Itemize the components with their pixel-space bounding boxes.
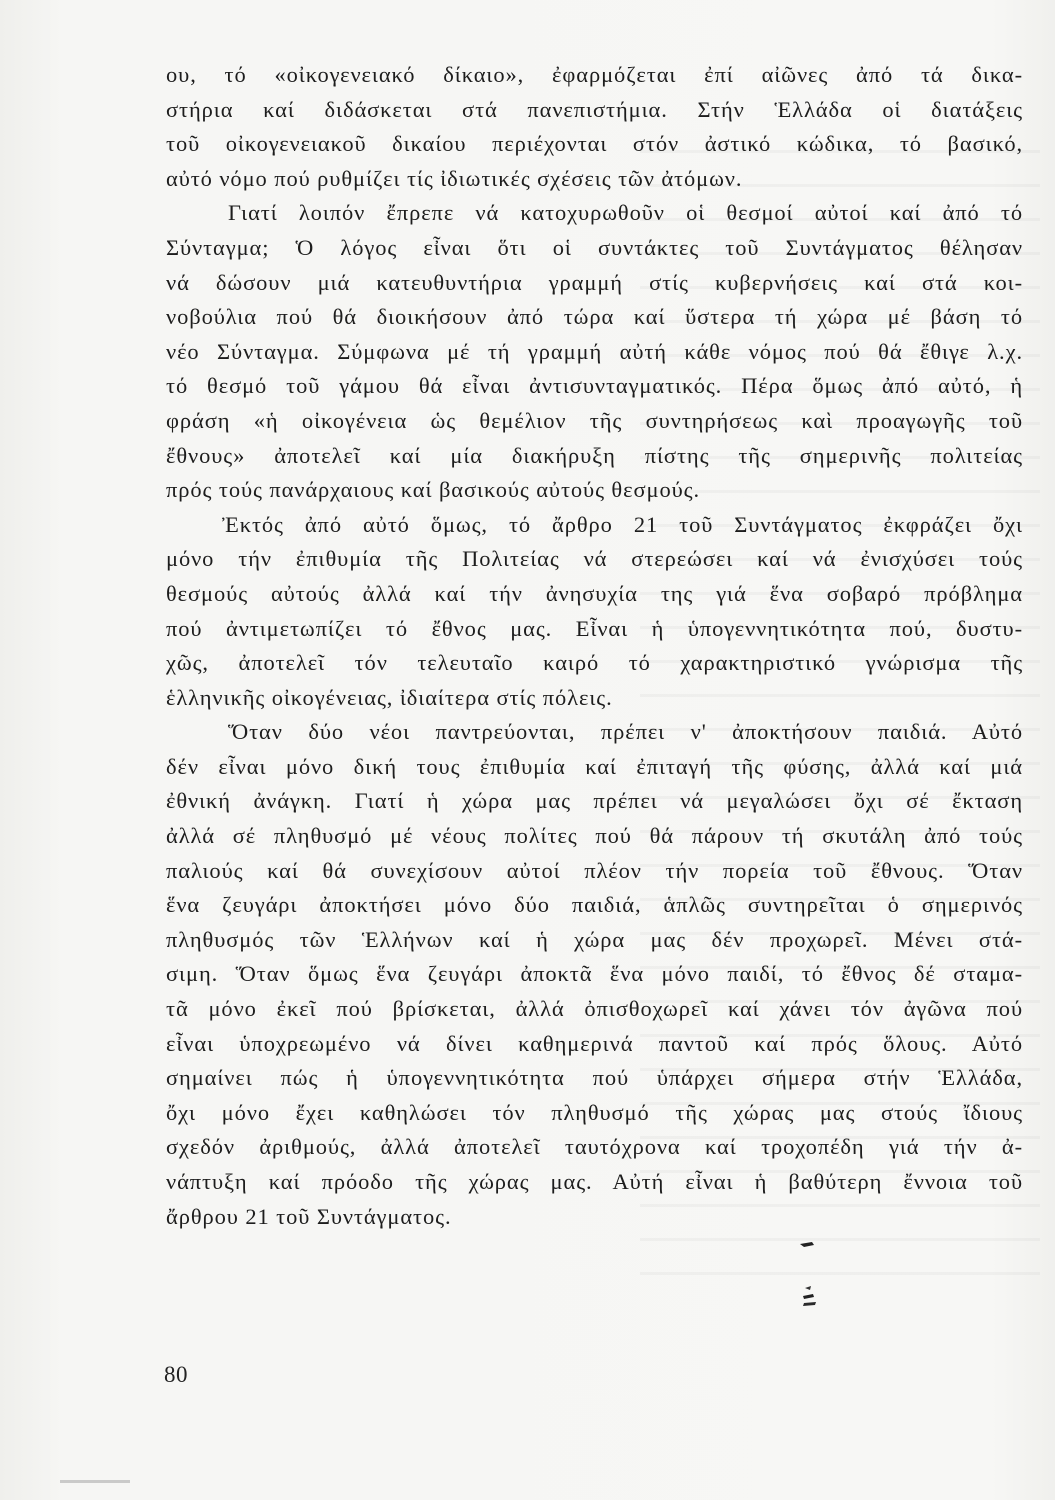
text-line: τᾶ μόνο ἐκεῖ πού βρίσκεται, ἀλλά ὀπισθοχωρεῖ καί χάνει τόν ἀγῶνα πού — [166, 996, 1023, 1022]
text-line: νέο Σύνταγμα. Σύμφωνα μέ τή γραμμή αὐτή κάθε νόμος πού θά ἔθιγε λ.χ. — [166, 338, 1023, 364]
text-line: σχεδόν ἀριθμούς, ἀλλά ἀποτελεῖ ταυτόχρονα καί τροχοπέδη γιά τήν ἀ- — [166, 1134, 1023, 1160]
text-line: σημαίνει πώς ἡ ὑπογεννητικότητα πού ὑπάρχει σήμερα στήν Ἑλλάδα, — [166, 1065, 1023, 1091]
text-line: ἄρθρου 21 τοῦ Συντάγματος. — [166, 1203, 452, 1229]
text-line: φράση «ἡ οἰκογένεια ὡς θεμέλιον τῆς συντηρήσεως καὶ προαγωγῆς τοῦ — [166, 407, 1023, 433]
text-line: μόνο τήν ἐπιθυμία τῆς Πολιτείας νά στερεώσει καί νά ἐνισχύσει τούς — [166, 546, 1023, 572]
text-line: ὄχι μόνο ἔχει καθηλώσει τόν πληθυσμό τῆς χώρας μας στούς ἴδιους — [166, 1099, 1023, 1125]
body-text — [166, 58, 1023, 1234]
text-line: τοῦ οἰκογενειακοῦ δικαίου περιέχονται στόν ἀστικό κώδικα, τό βασικό, — [166, 131, 1023, 157]
text-line: εἶναι ὑποχρεωμένο νά δίνει καθημερινά παντοῦ καί πρός ὅλους. Αὐτό — [166, 1030, 1023, 1056]
text-line: σιμη. Ὅταν ὅμως ἕνα ζευγάρι ἀποκτᾶ ἕνα μόνο παιδί, τό ἔθνος δέ σταμα- — [166, 961, 1023, 987]
text-line: τό θεσμό τοῦ γάμου θά εἶναι ἀντισυνταγματικός. Πέρα ὅμως ἀπό αὐτό, ἡ — [166, 373, 1023, 399]
end-ornament — [796, 1236, 820, 1316]
text-line: νάπτυξη καί πρόοδο τῆς χώρας μας. Αὐτή εἶναι ἡ βαθύτερη ἔννοια τοῦ — [166, 1169, 1023, 1194]
text-line: πού ἀντιμετωπίζει τό ἔθνος μας. Εἶναι ἡ ὑπογεννητικότητα πού, δυστυ- — [166, 615, 1023, 641]
text-line: ἔθνους» ἀποτελεῖ καί μία διακήρυξη πίστης τῆς σημερινῆς πολιτείας — [166, 442, 1023, 468]
paragraph-start-line: Γιατί λοιπόν ἔπρεπε νά κατοχυρωθοῦν οἱ θεσμοί αὐτοί καί ἀπό τό — [228, 200, 1023, 226]
text-line: πληθυσμός τῶν Ἑλλήνων καί ἡ χώρα μας δέν προχωρεῖ. Μένει στά- — [166, 926, 1023, 952]
text-line: παλιούς καί θά συνεχίσουν αὐτοί πλέον τήν πορεία τοῦ ἔθνους. Ὅταν — [166, 857, 1023, 883]
scan-artifact — [60, 1480, 130, 1483]
text-line: ἕνα ζευγάρι ἀποκτήσει μόνο δύο παιδιά, ἁπλῶς συντηρεῖται ὁ σημερινός — [166, 892, 1023, 918]
text-line: δέν εἶναι μόνο δική τους ἐπιθυμία καί ἐπιταγή τῆς φύσης, ἀλλά καί μιά — [166, 753, 1023, 779]
text-line: ου, τό «οἰκογενειακό δίκαιο», ἐφαρμόζεται ἐπί αἰῶνες ἀπό τά δικα- — [166, 62, 1023, 87]
page-number: 80 — [164, 1362, 188, 1387]
paragraph-start-line: Ἐκτός ἀπό αὐτό ὅμως, τό ἄρθρο 21 τοῦ Συντάγματος ἐκφράζει ὄχι — [222, 511, 1023, 537]
text-line: Σύνταγμα; Ὁ λόγος εἶναι ὅτι οἱ συντάκτες τοῦ Συντάγματος θέλησαν — [166, 234, 1023, 260]
text-line: ἑλληνικῆς οἰκογένειας, ἰδιαίτερα στίς πόλεις. — [166, 684, 613, 710]
text-line: χῶς, ἀποτελεῖ τόν τελευταῖο καιρό τό χαρακτηριστικό γνώρισμα τῆς — [166, 650, 1023, 676]
text-line: στήρια καί διδάσκεται στά πανεπιστήμια. Στήν Ἑλλάδα οἱ διατάξεις — [166, 96, 1023, 122]
text-line: νά δώσουν μιά κατευθυντήρια γραμμή στίς κυβερνήσεις καί στά κοι- — [166, 269, 1023, 295]
text-line: πρός τούς πανάρχαιους καί βασικούς αὐτούς θεσμούς. — [166, 477, 700, 503]
text-line: θεσμούς αὐτούς ἀλλά καί τήν ἀνησυχία της γιά ἕνα σοβαρό πρόβλημα — [166, 580, 1023, 606]
text-line: ἐθνική ἀνάγκη. Γιατί ἡ χώρα μας πρέπει νά μεγαλώσει ὄχι σέ ἔκταση — [166, 788, 1023, 814]
text-line: αὐτό νόμο πού ρυθμίζει τίς ἰδιωτικές σχέσεις τῶν ἀτόμων. — [166, 165, 743, 191]
text-line: ἀλλά σέ πληθυσμό μέ νέους πολίτες πού θά πάρουν τή σκυτάλη ἀπό τούς — [166, 823, 1023, 849]
text-line: νοβούλια πού θά διοικήσουν ἀπό τώρα καί ὕστερα τή χώρα μέ βάση τό — [166, 304, 1023, 330]
paragraph-start-line: Ὅταν δύο νέοι παντρεύονται, πρέπει ν' ἀποκτήσουν παιδιά. Αὐτό — [228, 719, 1023, 745]
